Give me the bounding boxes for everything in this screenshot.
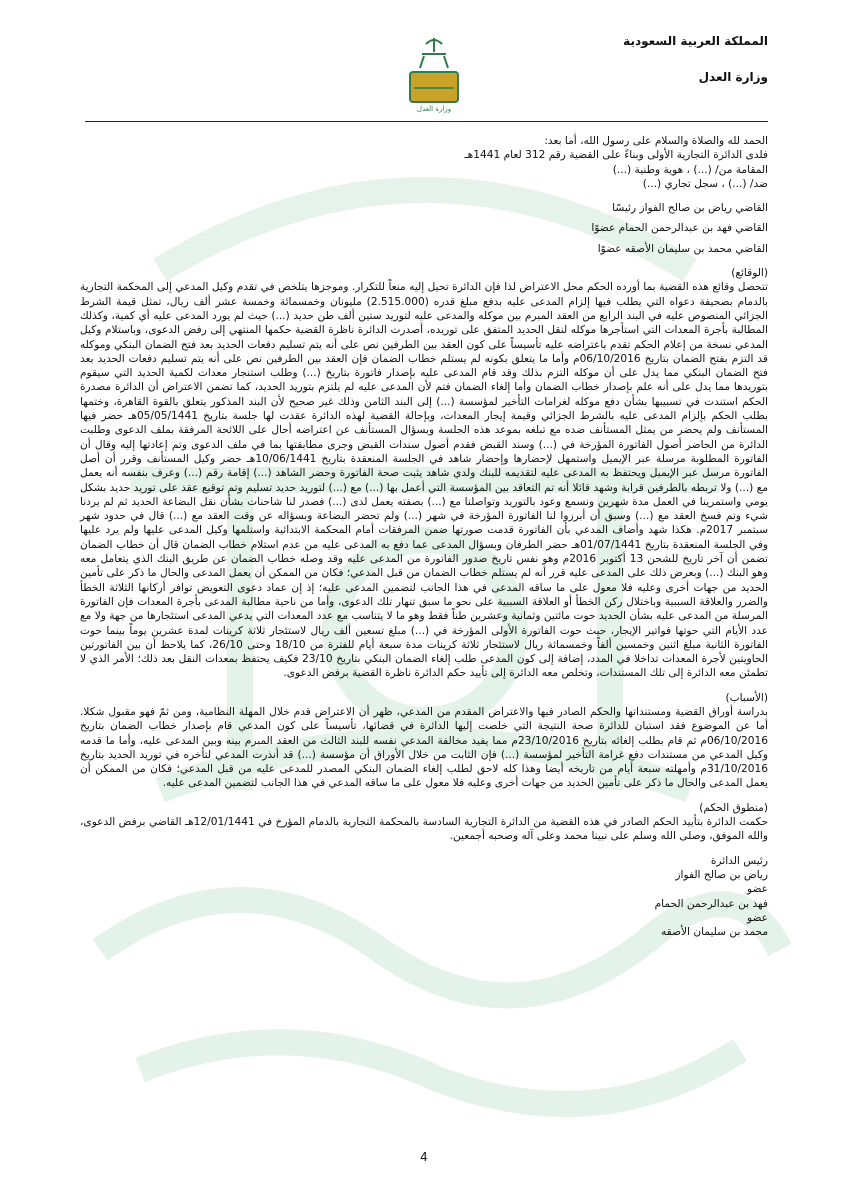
ministry-header <box>623 34 768 106</box>
reasons-body: بدراسة أوراق القضية ومستنداتها والحكم الصادر فيها والاعتراض المقدم من المدعي، ظهر أن الاعتراض قدم خلال المهلة النظامية، ومن ثمّ فهو مقبول شكلا. أما عن الموضوع فقد استبان للدائرة صحة النتيجة التي خلصت إليها الدائرة في قضائها، تأسيساً على كون المدعي قام بإصدار خطاب الضمان بتاريخ 06/10/2016م ثم قام بطلب إلغائه بتاريخ 23/10/2016م مما يفيد مخالفة المدعي نفسه للبند الثالث من العقد المبرم بينه وبين المدعى عليه، وأما ما قدمه وكيل المدعي من مستندات دفع غرامة التأخير لمؤسسة (...) فإن الثابت من خلال الأوراق أن مؤسسة (...) قد أنذرت المدعي لتأخره في توريد الحديد بتاريخ 31/10/2016م وأمهلته سبعة أيام من تاريخه أيضا وهذا كله لاحق لطلب إلغاء الضمان البنكي المصدر للمدعى عليه من قبل المدعي؛ فكان من الممكن أن يعمل المدعى والحال ما ذكر على تأمين الحديد من جهات أخرى وعليه فلا معول على ما ساقه المدعي في هذا الجانب لتضمين المدعى عليه. <box>80 705 768 790</box>
signature-line: رئيس الدائرة <box>710 854 768 867</box>
signature-line: رياض بن صالح الفواز <box>675 868 768 881</box>
intro-line: فلدى الدائرة التجارية الأولى وبناءً على القضية رقم 312 لعام 1441هـ <box>464 149 768 162</box>
kingdom-name: المملكة العربية السعودية <box>623 34 768 48</box>
signature-line: محمد بن سليمان الأصقه <box>660 926 768 939</box>
intro-line: الحمد لله والصلاة والسلام على رسول الله، أما بعد: <box>544 135 768 147</box>
panel-judges <box>80 201 768 256</box>
ministry-name: وزارة العدل <box>698 70 768 84</box>
facts-body: تتحصل وقائع هذه القضية بما أورده الحكم محل الاعتراض لذا فإن الدائرة تحيل إليه منعاً للتكرار. وموجزها يتلخص في تقدم وكيل المدعي إلى المحكمة التجارية بالدمام بصحيفة دعواه التي يطلب فيها إلزام المدعى عليه بدفع مبلغ قدره (2.515.000) مليونان وخمسمائة وخمسة عشر ألف ريال، تمثل قيمة الشرط الجزائي المنصوص عليه في البند الرابع من العقد المبرم بين موكله والمدعى عليه لتوريد ستين ألف طن حديد (...) حيث لم يورد المدعى عليه أي كمية، وكذلك المطالبة بأجرة المعدات التي استأجرها موكله لنقل الحديد المتفق على توريده، أصدرت الدائرة ناظرة القضية حكمها المنتهي إلى رفض الدعوى، وباستلام وكيل المدعي نسخة من إعلام الحكم تقدم باعتراضه عليه تأسيساً على كون العقد بين الطرفين نص على أنه يتم تسليم دفعات الحديد بعد فتح الضمان البنكي وموكله قد التزم بفتح الضمان بتاريخ 06/10/2016م وأما ما يتعلق بكونه لم يستلم خطاب الضمان فإن العقد بين الطرفين نص على أنه يتم تسليم دفعات الحديد بعد فتح الضمان البنكي مما يدل على أن موكله التزم بذلك وقد قام المدعى عليه بإصدار فاتورة بتاريخ (...) وطلب استنجار معدات لكمية الحديد التي سيقوم بتوريدها مما يدل على أنه علم بإصدار خطاب الضمان وأما إلغاء الضمان فتم لأن المدعى عليه لم يلتزم بتوريد الحديد، كما تضمن الاعتراض أن الدائرة مصدرة الحكم استندت في تسبيبها بشأن دفع موكله لغرامات التأخير لمؤسسة (...) إلى البند الثامن وذلك غير صحيح لأن البند المذكور يتعلق بالقوة القاهرة، وختمها بطلب الحكم بإلزام المدعى عليه بالشرط الجزائي وقيمة إيجار المعدات، وبإحالة القضية لهذه الدائرة عقدت لها جلسة بتاريخ 05/05/1441هـ حضر فيها المستأنف ولم يحضر من يمثل المستأنف ضده مع تبلغه بموعد هذه الجلسة وبسؤال المستأنف عن اعتراضه أحال على اللائحة المرفقة بملف الدعوى وطلبت الدائرة من الحاضر أصول الفاتورة المؤرخة في (...) وسند القبض فقدم أصول سندات القبض وجرى مطابقتها بما في ملف الدعوى وتم إعادتها إليه وقال أن الفاتورة المطلوبة مرسلة عبر الإيميل واستمهل لإحضارها وإحضار شاهد في الجلسة المنعقدة بتاريخ 10/06/1441هـ حضر وكيل المستأنف وقرر أن أصل الفاتورة مرسل عبر الإيميل ويحتفظ به المدعى عليه لتقديمه للبنك ولدي شاهد يثبت صحة الفاتورة وحضر الشاهد (...) إقامة رقم (...) وعرف بنفسه أنه يعمل مع (...) ولا تربطه بالطرفين قرابة وشهد قائلا أنه تم التعاقد بين المؤسسة التي أعمل بها (...) مع (...) لتوريد حديد تسليم وتم توقيع عقد على توريد حديد بشكل يومي واستمرينا في العمل مدة شهرين ونسمع وعود بالتوريد وتواصلنا مع (...) بصفته يعمل لدى (...) فصدر لنا شاحنات بشأن نقل البضاعة الحديد ثم لم يردنا شيء وتم فسخ العقد مع (...) وسبق أن أبرزوا لنا الفاتورة المؤرخة في شهر (...) ولم تحضر البضاعة وبسؤاله عن وقت العقد مع (...) قال في حدود شهر سبتمبر 2017م. هكذا شهد وأضاف المدعي بأن الفاتورة قدمت صورتها ضمن المرفقات أمام المحكمة الابتدائية واستلمها وكيل المدعى عليها ولم يرد عليها وفي الجلسة المنعقدة بتاريخ 01/07/1441هـ حضر الطرفان وبسؤال المدعى عما دفع به المدعى عليه من عدم استلام خطاب الضمان قال أن خطاب الضمان تضمن أن آخر تاريخ للشحن 13 أكتوبر 2016م وهو نفس تاريخ صدور الفاتورة من المدعى عليه وقد وصله خطاب الضمان عن طريق البنك الذي يتعامل معه وهو البنك (...) وبعرض ذلك على المدعى عليه قرر أنه لم يستلم خطاب الضمان من قبل المدعي؛ فكان من الممكن أن يعمل المدعى والحال ما ذكر على تأمين الحديد من جهات أخرى وعليه فلا معول على ما ساقه المدعى في هذا الجانب لتضمين المدعى عليه؛ إذ إن عماد دعوى التعويض توافر أركانها الثلاثة الخطأ والضرر والعلاقة السببية وباختلال ركن الخطأ أو العلاقة السببية على نحو ما سبق تنهار تلك الدعوى، وأما من ناحية مطالبة المدعى بأجرة المعدات فإن الفاتورة المرسلة من المدعى عليه بشأن الحديد حوت مائتين وثمانية وعشرين طناً فقط وهو ما لا يتناسب مع عدد المعدات التي يدعي المدعى استئجارها من جهة ولا مع عدد الأيام التي حوتها فواتير الإيجار، حيث حوت الفاتورة الأولى المؤرخة في (...) مبلغ تسعين ألف ريال لاستئجار ثلاثة كرينات لمدة عشرين يوماً بينما حوت الفاتورة الثانية مبلغ اثنين وخمسين ألفاً وخمسمائة ريال لاستئجار ثلاثة كرينات مدة سبعة أيام للفترة من 18/10 وحتى 26/10، كما يلاحظ أن بين الفاتورتين الحاويتين لأجرة المعدات تداخلا في المدد، إضافة إلى كون المدعى طلب إلغاء الضمان البنكي بتاريخ 23/10 فكيف يحتفظ بمعدات النقل بعد ذلك؛ الأمر الذي لا تطمئن معه الدائرة إلى تلك المستندات، وتخلص معه الدائرة إلى تأييد حكم الدائرة ناظرة القضية برفض الدعوى. <box>80 281 769 680</box>
judge-line: القاضي رياض بن صالح الفواز رئيسًا <box>612 202 768 215</box>
signature-line: فهد بن عبدالرحمن الحمام <box>654 897 768 910</box>
logo-caption: وزارة العدل <box>416 105 452 113</box>
facts-title: (الوقائع) <box>731 267 768 280</box>
ministry-of-justice-logo <box>400 34 468 114</box>
judge-line: القاضي محمد بن سليمان الأصقه عضوًا <box>597 242 768 255</box>
header-divider <box>85 121 768 122</box>
verdict-title: (منطوق الحكم) <box>699 801 768 814</box>
judge-line: القاضي فهد بن عبدالرحمن الحمام عضوًا <box>591 222 768 235</box>
intro-block <box>80 134 768 191</box>
reasons-title: (الأسباب) <box>725 691 768 704</box>
page-number: 4 <box>420 1150 428 1164</box>
signature-block <box>80 854 768 940</box>
intro-line: ضد/ (...) ، سجل تجاري (...) <box>642 177 768 190</box>
signature-line: عضو <box>747 883 768 896</box>
judgment-body <box>80 134 768 939</box>
verdict-body: حكمت الدائرة بتأييد الحكم الصادر في هذه القضية من الدائرة التجارية السادسة بالمحكمة التجارية بالدمام المؤرخ في 12/01/1441هـ القاضي برفض الدعوى، والله الموفق، وصلى الله وسلم على نبينا محمد وعلى آله وصحبه أجمعين. <box>80 816 769 843</box>
signature-line: عضو <box>747 911 768 924</box>
intro-line: المقامة من/ (...) ، هوية وطنية (...) <box>612 163 768 176</box>
